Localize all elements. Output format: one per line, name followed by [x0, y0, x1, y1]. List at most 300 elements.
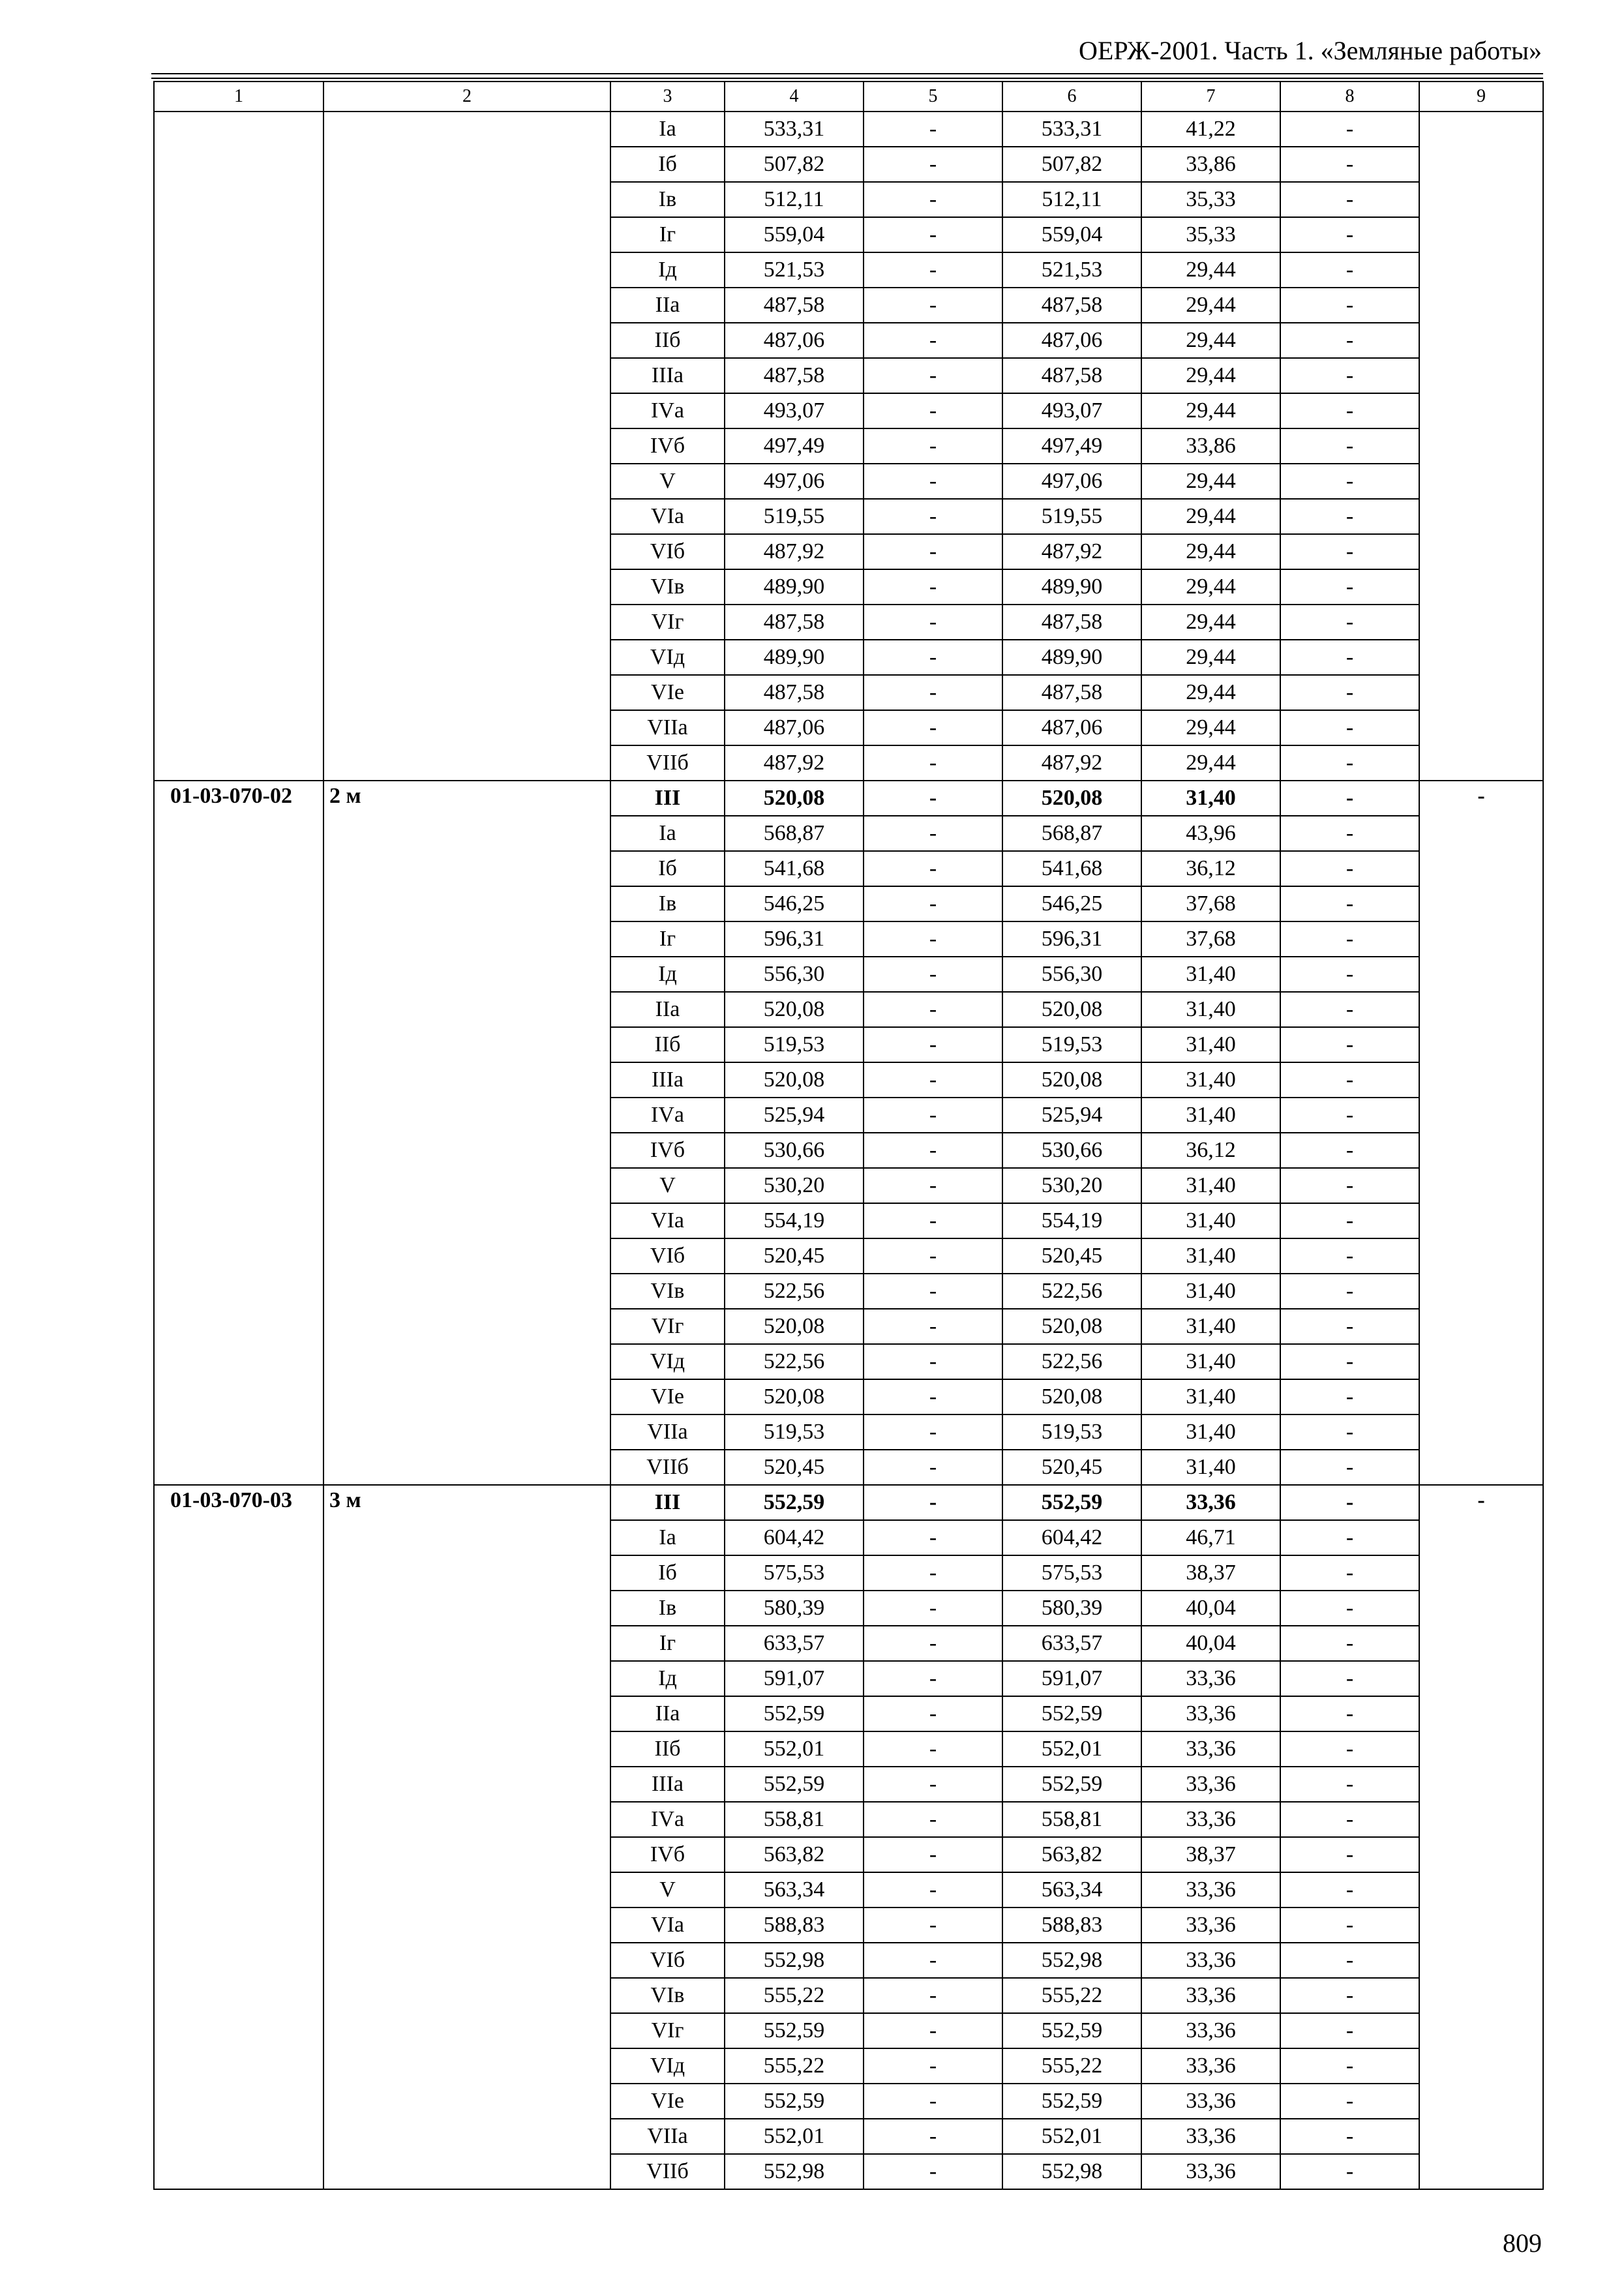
cell-c4: 558,81 — [725, 1802, 864, 1837]
cell-c7: 31,40 — [1141, 1379, 1280, 1414]
cell-c3: Iб — [610, 851, 725, 886]
cell-c7: 33,36 — [1141, 2119, 1280, 2154]
cell-c8: - — [1280, 1978, 1419, 2013]
cell-c5: - — [864, 569, 1002, 605]
cell-c4: 507,82 — [725, 147, 864, 182]
column-9-cell: - — [1419, 781, 1543, 1485]
cell-c8: - — [1280, 1450, 1419, 1485]
cell-c5: - — [864, 1168, 1002, 1203]
cell-c6: 497,49 — [1002, 428, 1141, 464]
cell-c6: 575,53 — [1002, 1555, 1141, 1591]
cell-c8: - — [1280, 358, 1419, 393]
cell-c4: 530,20 — [725, 1168, 864, 1203]
cell-c6: 552,59 — [1002, 2013, 1141, 2048]
cell-c7: 33,36 — [1141, 1696, 1280, 1731]
cell-c8: - — [1280, 816, 1419, 851]
cell-c8: - — [1280, 605, 1419, 640]
cell-c5: - — [864, 1908, 1002, 1943]
cell-c6: 555,22 — [1002, 2048, 1141, 2084]
cell-c7: 33,36 — [1141, 1731, 1280, 1767]
cell-c4: 520,08 — [725, 1062, 864, 1098]
cell-c7: 38,37 — [1141, 1837, 1280, 1872]
cell-c8: - — [1280, 534, 1419, 569]
cell-c7: 29,44 — [1141, 252, 1280, 288]
cell-c8: - — [1280, 640, 1419, 675]
cell-c6: 522,56 — [1002, 1274, 1141, 1309]
cell-c7: 31,40 — [1141, 1414, 1280, 1450]
cell-c5: - — [864, 217, 1002, 252]
cell-c3: IIа — [610, 288, 725, 323]
column-header: 5 — [864, 82, 1002, 112]
cell-c8: - — [1280, 1098, 1419, 1133]
cell-c5: - — [864, 1591, 1002, 1626]
cell-c3: Iа — [610, 112, 725, 147]
cell-c6: 552,01 — [1002, 2119, 1141, 2154]
cell-c3: VIIб — [610, 745, 725, 781]
cell-c3: VIд — [610, 1344, 725, 1379]
cell-c8: - — [1280, 992, 1419, 1027]
cell-c4: 520,08 — [725, 781, 864, 816]
cell-c3: V — [610, 464, 725, 499]
cell-c8: - — [1280, 745, 1419, 781]
cell-c3: VIг — [610, 605, 725, 640]
cell-c4: 552,59 — [725, 2013, 864, 2048]
cell-c5: - — [864, 1379, 1002, 1414]
cell-c5: - — [864, 1943, 1002, 1978]
cell-c3: IVа — [610, 1802, 725, 1837]
cell-c6: 493,07 — [1002, 393, 1141, 428]
cell-c5: - — [864, 112, 1002, 147]
cell-c4: 591,07 — [725, 1661, 864, 1696]
cell-c6: 558,81 — [1002, 1802, 1141, 1837]
cell-c4: 530,66 — [725, 1133, 864, 1168]
cell-c7: 40,04 — [1141, 1591, 1280, 1626]
cell-c3: Iа — [610, 816, 725, 851]
cell-c4: 533,31 — [725, 112, 864, 147]
cell-c4: 552,59 — [725, 1767, 864, 1802]
cell-c3: V — [610, 1168, 725, 1203]
cell-c5: - — [864, 957, 1002, 992]
cell-c8: - — [1280, 569, 1419, 605]
rate-code-cell: 01-03-070-02 — [154, 781, 323, 1485]
cell-c7: 29,44 — [1141, 358, 1280, 393]
cell-c7: 29,44 — [1141, 534, 1280, 569]
cell-c8: - — [1280, 1344, 1419, 1379]
cell-c8: - — [1280, 781, 1419, 816]
cell-c4: 525,94 — [725, 1098, 864, 1133]
cell-c7: 31,40 — [1141, 1027, 1280, 1062]
cell-c7: 41,22 — [1141, 112, 1280, 147]
cell-c3: VIа — [610, 1203, 725, 1238]
cell-c5: - — [864, 1696, 1002, 1731]
cell-c4: 487,58 — [725, 675, 864, 710]
cell-c4: 522,56 — [725, 1274, 864, 1309]
cell-c3: IIа — [610, 992, 725, 1027]
cell-c4: 552,98 — [725, 1943, 864, 1978]
cell-c8: - — [1280, 1485, 1419, 1520]
cell-c6: 563,82 — [1002, 1837, 1141, 1872]
cell-c8: - — [1280, 1661, 1419, 1696]
cell-c5: - — [864, 921, 1002, 957]
cell-c3: IIб — [610, 1731, 725, 1767]
cell-c5: - — [864, 1062, 1002, 1098]
cell-c5: - — [864, 1802, 1002, 1837]
cell-c7: 33,36 — [1141, 1767, 1280, 1802]
cell-c5: - — [864, 1344, 1002, 1379]
cell-c6: 519,53 — [1002, 1414, 1141, 1450]
cell-c8: - — [1280, 851, 1419, 886]
table-body — [154, 112, 1543, 2189]
cell-c6: 588,83 — [1002, 1908, 1141, 1943]
cell-c8: - — [1280, 2013, 1419, 2048]
cell-c7: 31,40 — [1141, 957, 1280, 992]
cell-c5: - — [864, 1731, 1002, 1767]
cell-c3: IVа — [610, 1098, 725, 1133]
cell-c5: - — [864, 816, 1002, 851]
price-table — [153, 81, 1544, 2190]
cell-c3: IIIа — [610, 1767, 725, 1802]
cell-c7: 31,40 — [1141, 1450, 1280, 1485]
cell-c3: VIд — [610, 2048, 725, 2084]
cell-c3: IVб — [610, 1133, 725, 1168]
cell-c7: 33,36 — [1141, 1661, 1280, 1696]
cell-c8: - — [1280, 2048, 1419, 2084]
cell-c7: 31,40 — [1141, 1168, 1280, 1203]
cell-c4: 519,53 — [725, 1414, 864, 1450]
cell-c3: IIб — [610, 323, 725, 358]
cell-c4: 555,22 — [725, 2048, 864, 2084]
cell-c3: IVа — [610, 393, 725, 428]
cell-c3: VIв — [610, 1274, 725, 1309]
cell-c4: 487,06 — [725, 323, 864, 358]
cell-c5: - — [864, 464, 1002, 499]
cell-c8: - — [1280, 1696, 1419, 1731]
cell-c3: Iб — [610, 1555, 725, 1591]
cell-c7: 33,36 — [1141, 1908, 1280, 1943]
cell-c3: IIа — [610, 1696, 725, 1731]
column-header: 7 — [1141, 82, 1280, 112]
column-9-cell: - — [1419, 1485, 1543, 2189]
cell-c5: - — [864, 1098, 1002, 1133]
cell-c4: 546,25 — [725, 886, 864, 921]
column-header: 8 — [1280, 82, 1419, 112]
cell-c7: 36,12 — [1141, 851, 1280, 886]
cell-c4: 519,55 — [725, 499, 864, 534]
cell-c6: 487,58 — [1002, 358, 1141, 393]
cell-c6: 552,59 — [1002, 1767, 1141, 1802]
cell-c4: 520,08 — [725, 1379, 864, 1414]
cell-c7: 33,86 — [1141, 147, 1280, 182]
cell-c8: - — [1280, 1591, 1419, 1626]
cell-c6: 487,58 — [1002, 288, 1141, 323]
cell-c5: - — [864, 2084, 1002, 2119]
cell-c6: 489,90 — [1002, 569, 1141, 605]
cell-c3: VIе — [610, 1379, 725, 1414]
cell-c6: 519,53 — [1002, 1027, 1141, 1062]
cell-c4: 487,92 — [725, 745, 864, 781]
cell-c7: 38,37 — [1141, 1555, 1280, 1591]
cell-c3: Iг — [610, 921, 725, 957]
cell-c7: 36,12 — [1141, 1133, 1280, 1168]
cell-c6: 555,22 — [1002, 1978, 1141, 2013]
cell-c4: 487,58 — [725, 358, 864, 393]
cell-c4: 497,06 — [725, 464, 864, 499]
rate-code-cell: 01-03-070-03 — [154, 1485, 323, 2189]
cell-c4: 487,58 — [725, 288, 864, 323]
cell-c7: 37,68 — [1141, 886, 1280, 921]
cell-c7: 29,44 — [1141, 675, 1280, 710]
cell-c7: 31,40 — [1141, 992, 1280, 1027]
cell-c6: 520,45 — [1002, 1238, 1141, 1274]
cell-c5: - — [864, 851, 1002, 886]
cell-c4: 552,98 — [725, 2154, 864, 2189]
cell-c4: 552,59 — [725, 2084, 864, 2119]
cell-c8: - — [1280, 1555, 1419, 1591]
cell-c4: 575,53 — [725, 1555, 864, 1591]
cell-c8: - — [1280, 710, 1419, 745]
cell-c5: - — [864, 1872, 1002, 1908]
rate-code-cell — [154, 112, 323, 781]
cell-c5: - — [864, 1485, 1002, 1520]
cell-c6: 521,53 — [1002, 252, 1141, 288]
cell-c3: IIIа — [610, 1062, 725, 1098]
cell-c6: 487,06 — [1002, 710, 1141, 745]
cell-c3: VIг — [610, 2013, 725, 2048]
cell-c3: VIIб — [610, 2154, 725, 2189]
cell-c5: - — [864, 1520, 1002, 1555]
cell-c8: - — [1280, 2154, 1419, 2189]
cell-c6: 552,59 — [1002, 2084, 1141, 2119]
cell-c6: 580,39 — [1002, 1591, 1141, 1626]
cell-c4: 588,83 — [725, 1908, 864, 1943]
cell-c3: VIг — [610, 1309, 725, 1344]
cell-c3: VIб — [610, 1943, 725, 1978]
cell-c5: - — [864, 1555, 1002, 1591]
cell-c7: 29,44 — [1141, 288, 1280, 323]
cell-c4: 552,01 — [725, 2119, 864, 2154]
cell-c3: VIб — [610, 534, 725, 569]
cell-c4: 555,22 — [725, 1978, 864, 2013]
cell-c4: 580,39 — [725, 1591, 864, 1626]
cell-c6: 525,94 — [1002, 1098, 1141, 1133]
cell-c3: IIб — [610, 1027, 725, 1062]
cell-c5: - — [864, 2154, 1002, 2189]
cell-c3: IIIа — [610, 358, 725, 393]
cell-c8: - — [1280, 1943, 1419, 1978]
cell-c7: 37,68 — [1141, 921, 1280, 957]
cell-c7: 33,36 — [1141, 2048, 1280, 2084]
cell-c4: 489,90 — [725, 640, 864, 675]
cell-c3: III — [610, 781, 725, 816]
cell-c3: VIIа — [610, 1414, 725, 1450]
cell-c5: - — [864, 1767, 1002, 1802]
cell-c4: 512,11 — [725, 182, 864, 217]
cell-c6: 541,68 — [1002, 851, 1141, 886]
cell-c6: 489,90 — [1002, 640, 1141, 675]
cell-c3: Iб — [610, 147, 725, 182]
cell-c4: 522,56 — [725, 1344, 864, 1379]
cell-c4: 520,08 — [725, 1309, 864, 1344]
cell-c5: - — [864, 534, 1002, 569]
cell-c5: - — [864, 1450, 1002, 1485]
cell-c4: 520,08 — [725, 992, 864, 1027]
cell-c4: 563,34 — [725, 1872, 864, 1908]
cell-c3: Iг — [610, 1626, 725, 1661]
cell-c5: - — [864, 1274, 1002, 1309]
cell-c6: 487,58 — [1002, 605, 1141, 640]
cell-c3: Iг — [610, 217, 725, 252]
cell-c3: IVб — [610, 428, 725, 464]
cell-c8: - — [1280, 147, 1419, 182]
cell-c5: - — [864, 2048, 1002, 2084]
table-row — [154, 781, 1543, 816]
cell-c6: 552,59 — [1002, 1696, 1141, 1731]
cell-c6: 530,66 — [1002, 1133, 1141, 1168]
cell-c3: VIд — [610, 640, 725, 675]
cell-c7: 33,36 — [1141, 1943, 1280, 1978]
cell-c7: 29,44 — [1141, 569, 1280, 605]
cell-c6: 556,30 — [1002, 957, 1141, 992]
cell-c8: - — [1280, 675, 1419, 710]
table-row — [154, 1485, 1543, 1520]
cell-c6: 568,87 — [1002, 816, 1141, 851]
column-9-cell — [1419, 112, 1543, 781]
cell-c6: 604,42 — [1002, 1520, 1141, 1555]
cell-c3: VIIа — [610, 710, 725, 745]
cell-c3: Iа — [610, 1520, 725, 1555]
cell-c8: - — [1280, 1379, 1419, 1414]
cell-c5: - — [864, 393, 1002, 428]
cell-c7: 33,36 — [1141, 1485, 1280, 1520]
cell-c8: - — [1280, 1133, 1419, 1168]
cell-c6: 487,92 — [1002, 534, 1141, 569]
cell-c4: 552,59 — [725, 1696, 864, 1731]
cell-c5: - — [864, 1133, 1002, 1168]
cell-c8: - — [1280, 1767, 1419, 1802]
cell-c8: - — [1280, 1837, 1419, 1872]
cell-c8: - — [1280, 464, 1419, 499]
cell-c6: 554,19 — [1002, 1203, 1141, 1238]
cell-c8: - — [1280, 1520, 1419, 1555]
cell-c5: - — [864, 781, 1002, 816]
cell-c5: - — [864, 886, 1002, 921]
column-header: 1 — [154, 82, 323, 112]
cell-c6: 563,34 — [1002, 1872, 1141, 1908]
work-name-cell: 2 м — [323, 781, 610, 1485]
cell-c3: VIа — [610, 1908, 725, 1943]
cell-c7: 31,40 — [1141, 1309, 1280, 1344]
cell-c8: - — [1280, 1274, 1419, 1309]
cell-c3: Iд — [610, 957, 725, 992]
cell-c7: 33,36 — [1141, 2154, 1280, 2189]
cell-c7: 29,44 — [1141, 605, 1280, 640]
cell-c5: - — [864, 745, 1002, 781]
cell-c6: 507,82 — [1002, 147, 1141, 182]
table-row — [154, 112, 1543, 147]
cell-c7: 29,44 — [1141, 499, 1280, 534]
cell-c8: - — [1280, 1908, 1419, 1943]
cell-c8: - — [1280, 323, 1419, 358]
cell-c8: - — [1280, 1731, 1419, 1767]
cell-c5: - — [864, 2013, 1002, 2048]
cell-c6: 522,56 — [1002, 1344, 1141, 1379]
column-number-row — [154, 82, 1543, 112]
cell-c8: - — [1280, 182, 1419, 217]
cell-c8: - — [1280, 428, 1419, 464]
cell-c7: 46,71 — [1141, 1520, 1280, 1555]
cell-c4: 541,68 — [725, 851, 864, 886]
cell-c6: 546,25 — [1002, 886, 1141, 921]
cell-c8: - — [1280, 217, 1419, 252]
cell-c4: 521,53 — [725, 252, 864, 288]
cell-c7: 29,44 — [1141, 640, 1280, 675]
cell-c5: - — [864, 1414, 1002, 1450]
cell-c5: - — [864, 428, 1002, 464]
cell-c3: VIв — [610, 1978, 725, 2013]
cell-c5: - — [864, 1309, 1002, 1344]
cell-c5: - — [864, 2119, 1002, 2154]
cell-c8: - — [1280, 499, 1419, 534]
cell-c4: 556,30 — [725, 957, 864, 992]
header-rule-double — [151, 78, 1543, 79]
cell-c7: 31,40 — [1141, 1274, 1280, 1309]
running-header: ОЕРЖ-2001. Часть 1. «Земляные работы» — [1079, 36, 1542, 65]
cell-c7: 43,96 — [1141, 816, 1280, 851]
cell-c3: Iд — [610, 252, 725, 288]
cell-c8: - — [1280, 1414, 1419, 1450]
cell-c4: 520,45 — [725, 1238, 864, 1274]
cell-c8: - — [1280, 1203, 1419, 1238]
cell-c7: 40,04 — [1141, 1626, 1280, 1661]
cell-c6: 552,98 — [1002, 2154, 1141, 2189]
cell-c3: VIв — [610, 569, 725, 605]
cell-c5: - — [864, 640, 1002, 675]
cell-c4: 604,42 — [725, 1520, 864, 1555]
cell-c7: 35,33 — [1141, 182, 1280, 217]
cell-c5: - — [864, 992, 1002, 1027]
cell-c8: - — [1280, 921, 1419, 957]
cell-c8: - — [1280, 1626, 1419, 1661]
cell-c5: - — [864, 1027, 1002, 1062]
cell-c6: 552,59 — [1002, 1485, 1141, 1520]
cell-c4: 568,87 — [725, 816, 864, 851]
cell-c4: 554,19 — [725, 1203, 864, 1238]
cell-c5: - — [864, 323, 1002, 358]
cell-c5: - — [864, 1238, 1002, 1274]
column-header: 3 — [610, 82, 725, 112]
cell-c6: 487,58 — [1002, 675, 1141, 710]
cell-c7: 31,40 — [1141, 1238, 1280, 1274]
cell-c3: VIе — [610, 675, 725, 710]
cell-c6: 512,11 — [1002, 182, 1141, 217]
cell-c7: 33,36 — [1141, 2013, 1280, 2048]
column-header: 9 — [1419, 82, 1543, 112]
cell-c7: 33,36 — [1141, 1872, 1280, 1908]
cell-c7: 29,44 — [1141, 323, 1280, 358]
work-name-cell — [323, 112, 610, 781]
cell-c4: 552,59 — [725, 1485, 864, 1520]
cell-c6: 520,45 — [1002, 1450, 1141, 1485]
cell-c5: - — [864, 1661, 1002, 1696]
cell-c8: - — [1280, 1168, 1419, 1203]
cell-c3: III — [610, 1485, 725, 1520]
cell-c5: - — [864, 288, 1002, 323]
cell-c4: 487,92 — [725, 534, 864, 569]
cell-c7: 31,40 — [1141, 1344, 1280, 1379]
cell-c8: - — [1280, 1802, 1419, 1837]
cell-c8: - — [1280, 1027, 1419, 1062]
cell-c8: - — [1280, 886, 1419, 921]
